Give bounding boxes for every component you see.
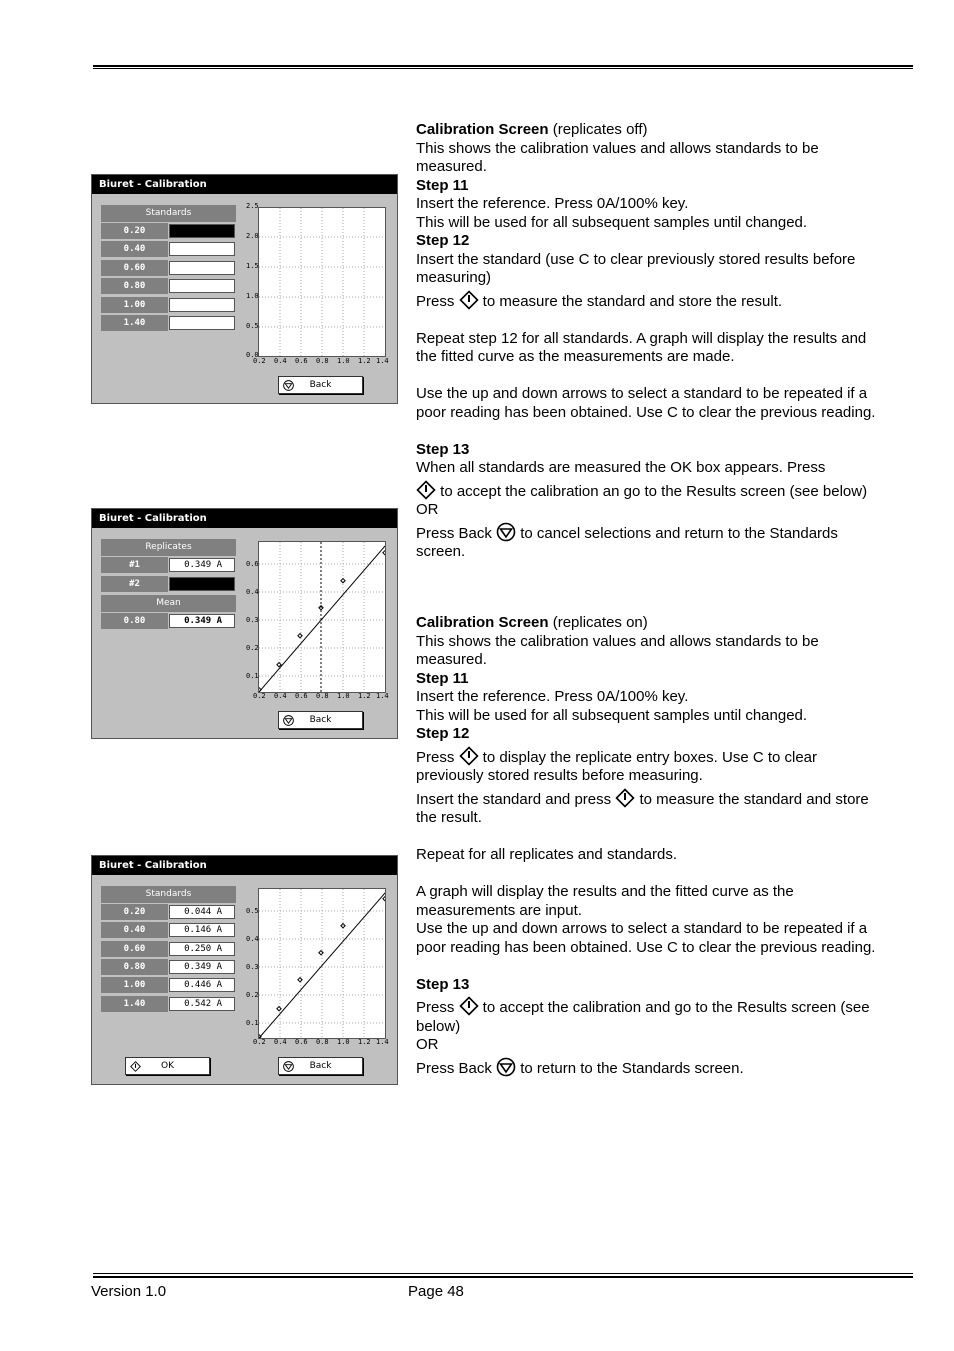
calibration-screen-2 (91, 508, 398, 739)
paragraph: Repeat for all replicates and standards. (416, 846, 677, 863)
x-tick: 1.4 (376, 357, 389, 365)
y-tick: 0.2 (246, 991, 259, 999)
data-point (298, 634, 302, 638)
section-heading: Calibration Screen (replicates on) (416, 614, 648, 631)
data-point (383, 551, 385, 555)
calibration-screen-1 (91, 174, 398, 404)
x-tick: 0.8 (316, 692, 329, 700)
ok-button[interactable] (125, 1057, 210, 1075)
table-row[interactable] (101, 977, 236, 993)
x-tick: 0.6 (295, 1038, 308, 1046)
calibration-graph (258, 541, 386, 693)
x-tick: 1.4 (376, 692, 389, 700)
standard-label: 0.20 (101, 904, 168, 920)
standard-label: 0.40 (101, 241, 168, 257)
paragraph: Press to display the replicate entry boxes. Use C to clear previously stored results before measuring. (416, 746, 886, 786)
calibration-screen-3 (91, 855, 398, 1085)
replicate-label: #1 (101, 557, 168, 573)
table-row[interactable] (101, 260, 236, 276)
table-row[interactable] (101, 557, 236, 573)
section-heading: Calibration Screen (replicates off) (416, 121, 648, 138)
ok-key-icon (416, 480, 436, 500)
standard-label: 0.40 (101, 922, 168, 938)
y-tick: 1.0 (246, 292, 259, 300)
standard-label: 0.80 (101, 278, 168, 294)
paragraph: Insert the reference. Press 0A/100% key. (416, 195, 689, 212)
x-tick: 0.6 (295, 357, 308, 365)
y-tick: 0.1 (246, 672, 259, 680)
paragraph: Use the up and down arrows to select a standard to be repeated if a poor reading has been obtained. Use C to clear the previous reading. (416, 920, 876, 956)
step-heading: Step 12 (416, 725, 470, 742)
standard-value[interactable] (169, 224, 235, 238)
table-row[interactable] (101, 278, 236, 294)
calibration-graph (258, 888, 386, 1039)
table-row[interactable] (101, 959, 236, 975)
step-heading: Step 11 (416, 669, 469, 687)
paragraph: OR (416, 501, 439, 518)
y-tick: 2.5 (246, 202, 259, 210)
table-row[interactable] (101, 223, 236, 239)
paragraph: When all standards are measured the OK box appears. Press (416, 459, 826, 476)
back-button[interactable] (278, 376, 363, 394)
paragraph: Press Back to cancel selections and return to the Standards screen. (416, 522, 886, 562)
table-row[interactable] (101, 576, 236, 592)
standard-value[interactable]: 0.146 A (169, 923, 235, 937)
ok-key-icon (615, 788, 635, 808)
back-label: Back (309, 380, 332, 390)
paragraph: A graph will display the results and the fitted curve as the measurements are input. (416, 883, 794, 919)
graph-plot (259, 889, 385, 1038)
standard-label: 0.80 (101, 959, 168, 975)
paragraph: This will be used for all subsequent samples until changed. (416, 213, 808, 231)
version-label: Version 1.0 (91, 1283, 167, 1300)
mean-row (101, 613, 236, 629)
x-tick: 1.2 (358, 357, 371, 365)
y-tick: 1.5 (246, 262, 259, 270)
y-tick: 0.0 (246, 351, 259, 359)
paragraph: Insert the reference. Press 0A/100% key. (416, 688, 689, 705)
table-row[interactable] (101, 941, 236, 957)
table-header: Replicates (101, 539, 236, 556)
x-tick: 1.2 (358, 692, 371, 700)
graph-plot (259, 542, 385, 692)
fitted-curve (259, 546, 385, 692)
table-row[interactable] (101, 996, 236, 1012)
back-label: Back (309, 1061, 332, 1071)
mean-value: 0.349 A (169, 614, 235, 628)
y-tick: 0.2 (246, 644, 259, 652)
y-tick: 0.3 (246, 616, 259, 624)
replicate-value[interactable]: 0.349 A (169, 558, 235, 572)
paragraph: to accept the calibration an go to the Results screen (see below) (416, 480, 886, 502)
back-button[interactable] (278, 711, 363, 729)
standard-label: 0.20 (101, 223, 168, 239)
x-tick: 0.8 (316, 1038, 329, 1046)
y-tick: 0.3 (246, 963, 259, 971)
data-point (277, 1007, 281, 1011)
data-point (277, 663, 281, 667)
standard-value[interactable] (169, 298, 235, 312)
header-rule (93, 65, 913, 67)
standard-value[interactable] (169, 279, 235, 293)
table-row[interactable] (101, 904, 236, 920)
calibration-graph (258, 207, 386, 357)
x-tick: 1.0 (337, 692, 350, 700)
data-point (383, 897, 385, 901)
footer-rule (93, 1276, 913, 1278)
x-tick: 0.4 (274, 357, 287, 365)
paragraph: This shows the calibration values and allows standards to be measured. (416, 139, 819, 175)
y-tick: 0.4 (246, 588, 259, 596)
x-tick: 0.2 (253, 357, 266, 365)
back-label: Back (309, 715, 332, 725)
screen-title: Biuret - Calibration (92, 509, 397, 528)
y-tick: 0.4 (246, 935, 259, 943)
back-button[interactable] (278, 1057, 363, 1075)
standard-value[interactable] (169, 316, 235, 330)
table-row[interactable] (101, 922, 236, 938)
ok-label: OK (161, 1061, 174, 1071)
table-row[interactable] (101, 297, 236, 313)
data-point (319, 951, 323, 955)
step-heading: Step 11 (416, 176, 469, 194)
standard-value[interactable]: 0.446 A (169, 978, 235, 992)
paragraph: OR (416, 1036, 439, 1053)
x-tick: 1.0 (337, 1038, 350, 1046)
paragraph: Use the up and down arrows to select a standard to be repeated if a poor reading has been obtained. Use C to clear the previous reading. (416, 385, 876, 421)
x-tick: 1.0 (337, 357, 350, 365)
step-heading: Step 12 (416, 232, 470, 249)
instructions-replicates-on (416, 614, 886, 1078)
data-point (298, 978, 302, 982)
data-point (341, 579, 345, 583)
step-heading: Step 13 (416, 440, 470, 458)
paragraph: This shows the calibration values and allows standards to be measured. (416, 632, 819, 668)
paragraph: This will be used for all subsequent samples until changed. (416, 706, 808, 724)
y-tick: 0.5 (246, 322, 259, 330)
standard-label: 1.00 (101, 977, 168, 993)
ok-key-icon (459, 746, 479, 766)
back-key-icon (496, 522, 516, 542)
paragraph: Repeat step 12 for all standards. A graph will display the results and the fitted curve as the measurements are made. (416, 329, 867, 365)
fitted-curve (259, 893, 385, 1038)
paragraph: Insert the standard (use C to clear previously stored results before measuring) (416, 250, 856, 286)
paragraph: Press to measure the standard and store the result. (416, 290, 886, 312)
standard-value[interactable] (169, 242, 235, 256)
table-row[interactable] (101, 315, 236, 331)
graph-grid (259, 208, 385, 356)
standard-label: 1.00 (101, 297, 168, 313)
standard-value[interactable]: 0.250 A (169, 942, 235, 956)
screen-title: Biuret - Calibration (92, 856, 397, 875)
standard-label: 0.60 (101, 260, 168, 276)
x-tick: 1.4 (376, 1038, 389, 1046)
y-tick: 2.0 (246, 232, 259, 240)
x-tick: 0.6 (295, 692, 308, 700)
paragraph: Insert the standard and press to measure the standard and store the result. (416, 788, 886, 828)
back-key-icon (496, 1057, 516, 1077)
standard-label: 1.40 (101, 996, 168, 1012)
replicate-value[interactable] (169, 577, 235, 591)
page-number: Page 48 (408, 1283, 464, 1300)
x-tick: 0.8 (316, 357, 329, 365)
instructions-replicates-off (416, 121, 886, 562)
replicate-label: #2 (101, 576, 168, 592)
standard-value[interactable]: 0.044 A (169, 905, 235, 919)
paragraph: Press to accept the calibration and go to the Results screen (see below) (416, 996, 886, 1036)
x-tick: 1.2 (358, 1038, 371, 1046)
x-tick: 0.2 (253, 1038, 266, 1046)
y-tick: 0.1 (246, 1019, 259, 1027)
footer-rule-thin (93, 1273, 913, 1274)
step-heading: Step 13 (416, 975, 470, 993)
x-tick: 0.2 (253, 692, 266, 700)
table-header: Standards (101, 886, 236, 903)
standard-label: 1.40 (101, 315, 168, 331)
paragraph: Press Back to return to the Standards screen. (416, 1057, 886, 1079)
standard-value[interactable] (169, 261, 235, 275)
y-tick: 0.5 (246, 907, 259, 915)
table-row[interactable] (101, 241, 236, 257)
ok-key-icon (459, 290, 479, 310)
standard-value[interactable]: 0.349 A (169, 960, 235, 974)
x-tick: 0.4 (274, 692, 287, 700)
standard-value[interactable]: 0.542 A (169, 997, 235, 1011)
mean-header: Mean (101, 595, 236, 612)
ok-key-icon (459, 996, 479, 1016)
screen-title: Biuret - Calibration (92, 175, 397, 194)
x-tick: 0.4 (274, 1038, 287, 1046)
y-tick: 0.6 (246, 560, 259, 568)
table-header: Standards (101, 205, 236, 222)
header-rule-thin (93, 68, 913, 69)
mean-label: 0.80 (101, 613, 168, 629)
standard-label: 0.60 (101, 941, 168, 957)
